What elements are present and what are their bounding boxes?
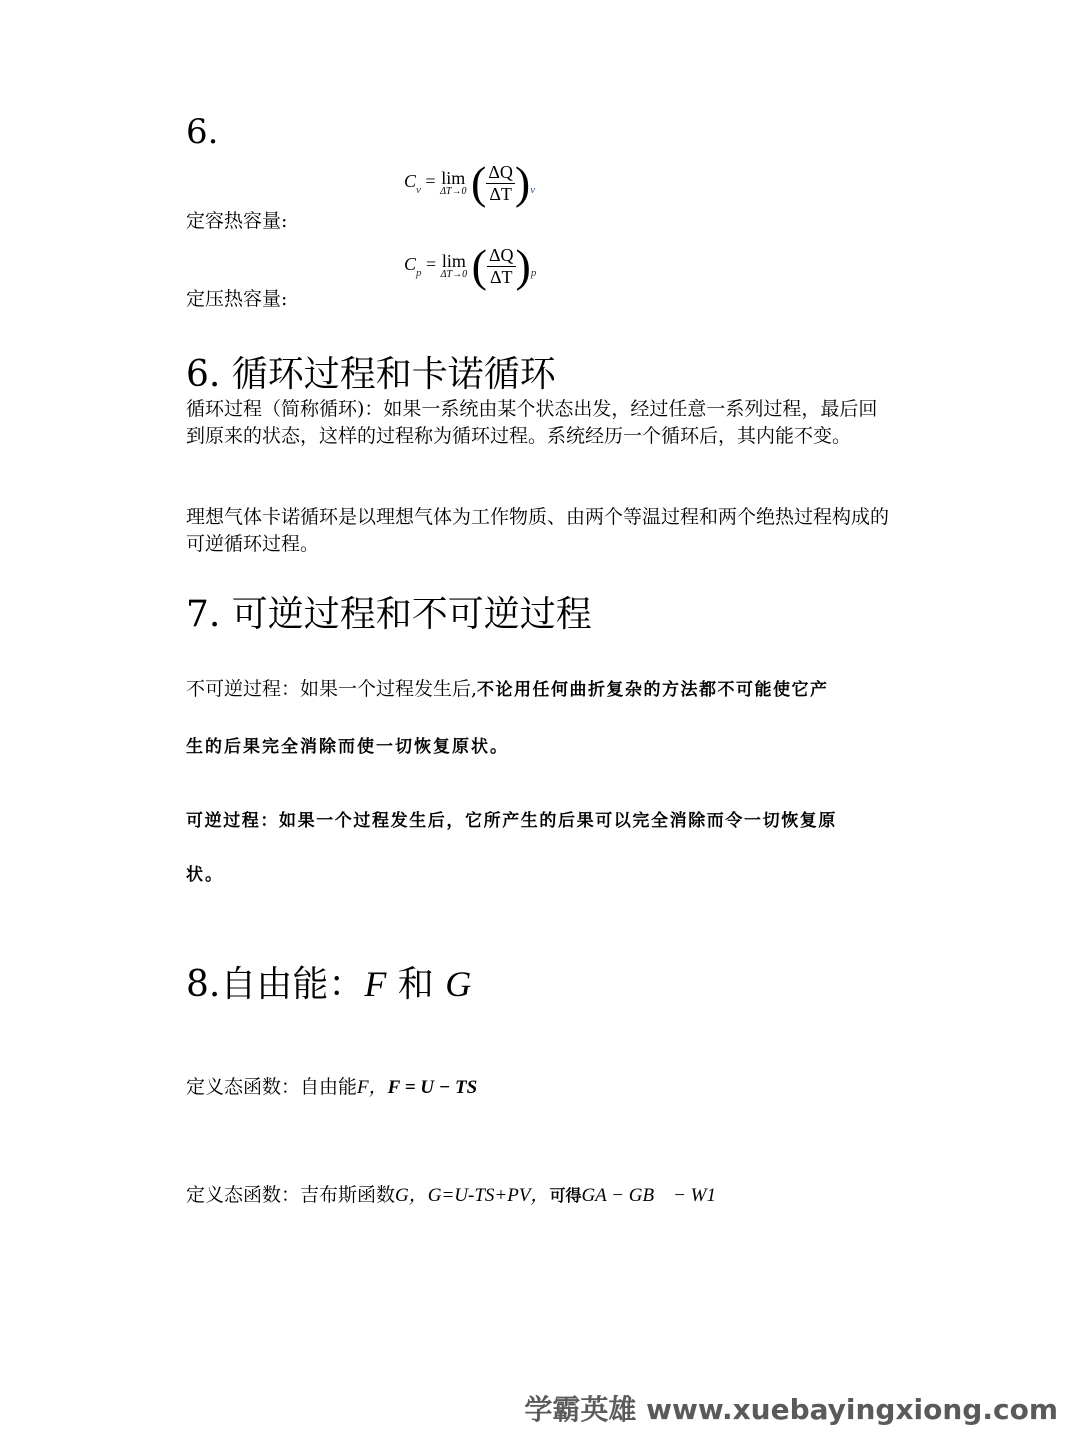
cv-lim-text: lim xyxy=(441,168,466,188)
def-gibbs-G: G，G=U-TS+PV， xyxy=(395,1185,550,1206)
cp-den: ΔT xyxy=(489,266,513,287)
irreversible-prefix: 不可逆过程：如果一个过程发生后, xyxy=(186,678,478,700)
heading-F: F xyxy=(364,964,387,1004)
watermark: 学霸英雄 www.xuebayingxiong.com xyxy=(524,1393,1058,1426)
def-gibbs-text: 定义态函数：吉布斯函数 xyxy=(186,1184,396,1206)
cv-formula: $C_v = \lim$ ΔT→0 ( $\frac{\Delta Q}{\Delta T}$ )$_v$ xyxy=(404,157,536,208)
heading-free-energy xyxy=(186,956,471,1007)
para-cycle: 循环过程（简称循环)：如果一系统由某个状态出发，经过任意一系列过程，最后回到原来的状态，这样的过程称为循环过程。系统经历一个循环后，其内能不变。 xyxy=(186,398,878,447)
irreversible-bold: 不论用任何曲折复杂的方法都不可能使它产 xyxy=(477,680,829,700)
cp-fraction xyxy=(487,245,516,288)
para-carnot: 理想气体卡诺循环是以理想气体为工作物质、由两个等温过程和两个绝热过程构成的可逆循环过程。 xyxy=(186,506,890,555)
heading-free-energy-prefix: 8.自由能： xyxy=(186,964,365,1005)
gibbs-formula: GA − GB − W1 xyxy=(581,1185,716,1206)
heading-cycle: 6. 循环过程和卡诺循环 xyxy=(186,354,556,395)
heading-G: G xyxy=(445,964,472,1004)
cv-symbol: C xyxy=(404,171,417,192)
heading-reversible: 7. 可逆过程和不可逆过程 xyxy=(186,594,592,635)
para-reversible-line1: 可逆过程：如果一个过程发生后，它所产生的后果可以完全消除而令一切恢复原 xyxy=(186,811,837,831)
cp-formula: $C_p = \lim$ ΔT→0 ( $\frac{\Delta Q}{\Delta T}$ )$_p$ xyxy=(404,240,537,291)
cp-num: ΔQ xyxy=(488,244,514,265)
cv-fraction xyxy=(486,162,515,205)
def-gibbs xyxy=(186,1180,716,1207)
cv-den: ΔT xyxy=(489,183,512,204)
cp-label: 定压热容量: xyxy=(186,288,288,310)
cv-lim xyxy=(440,169,466,197)
cp-outer-sub: p xyxy=(530,267,537,280)
cp-lim-text: lim xyxy=(441,251,466,271)
heading-and: 和 xyxy=(386,964,446,1005)
free-energy-formula: F = U − TS xyxy=(387,1077,478,1098)
cv-outer-sub: v xyxy=(530,184,536,197)
def-free-energy-F: F， xyxy=(357,1077,388,1098)
cv-num: ΔQ xyxy=(488,161,513,182)
def-free-energy xyxy=(186,1072,477,1099)
cp-subscript: p xyxy=(416,267,422,280)
def-free-energy-text: 定义态函数：自由能 xyxy=(186,1076,358,1098)
para-irreversible-line1 xyxy=(186,676,906,704)
cp-lim-sub: ΔT→0 xyxy=(440,269,468,280)
para-reversible-line2: 状。 xyxy=(186,865,224,885)
para-irreversible-line2: 生的后果完全消除而使一切恢复原状。 xyxy=(186,737,509,757)
cp-symbol: C xyxy=(404,254,417,275)
cp-lim xyxy=(441,252,467,280)
section-number-6: 6. xyxy=(186,112,219,152)
cv-lim-sub: ΔT→0 xyxy=(440,186,467,197)
cv-label: 定容热容量: xyxy=(186,210,288,232)
def-gibbs-bold: 可得 xyxy=(549,1186,582,1205)
cv-subscript: v xyxy=(416,184,421,197)
